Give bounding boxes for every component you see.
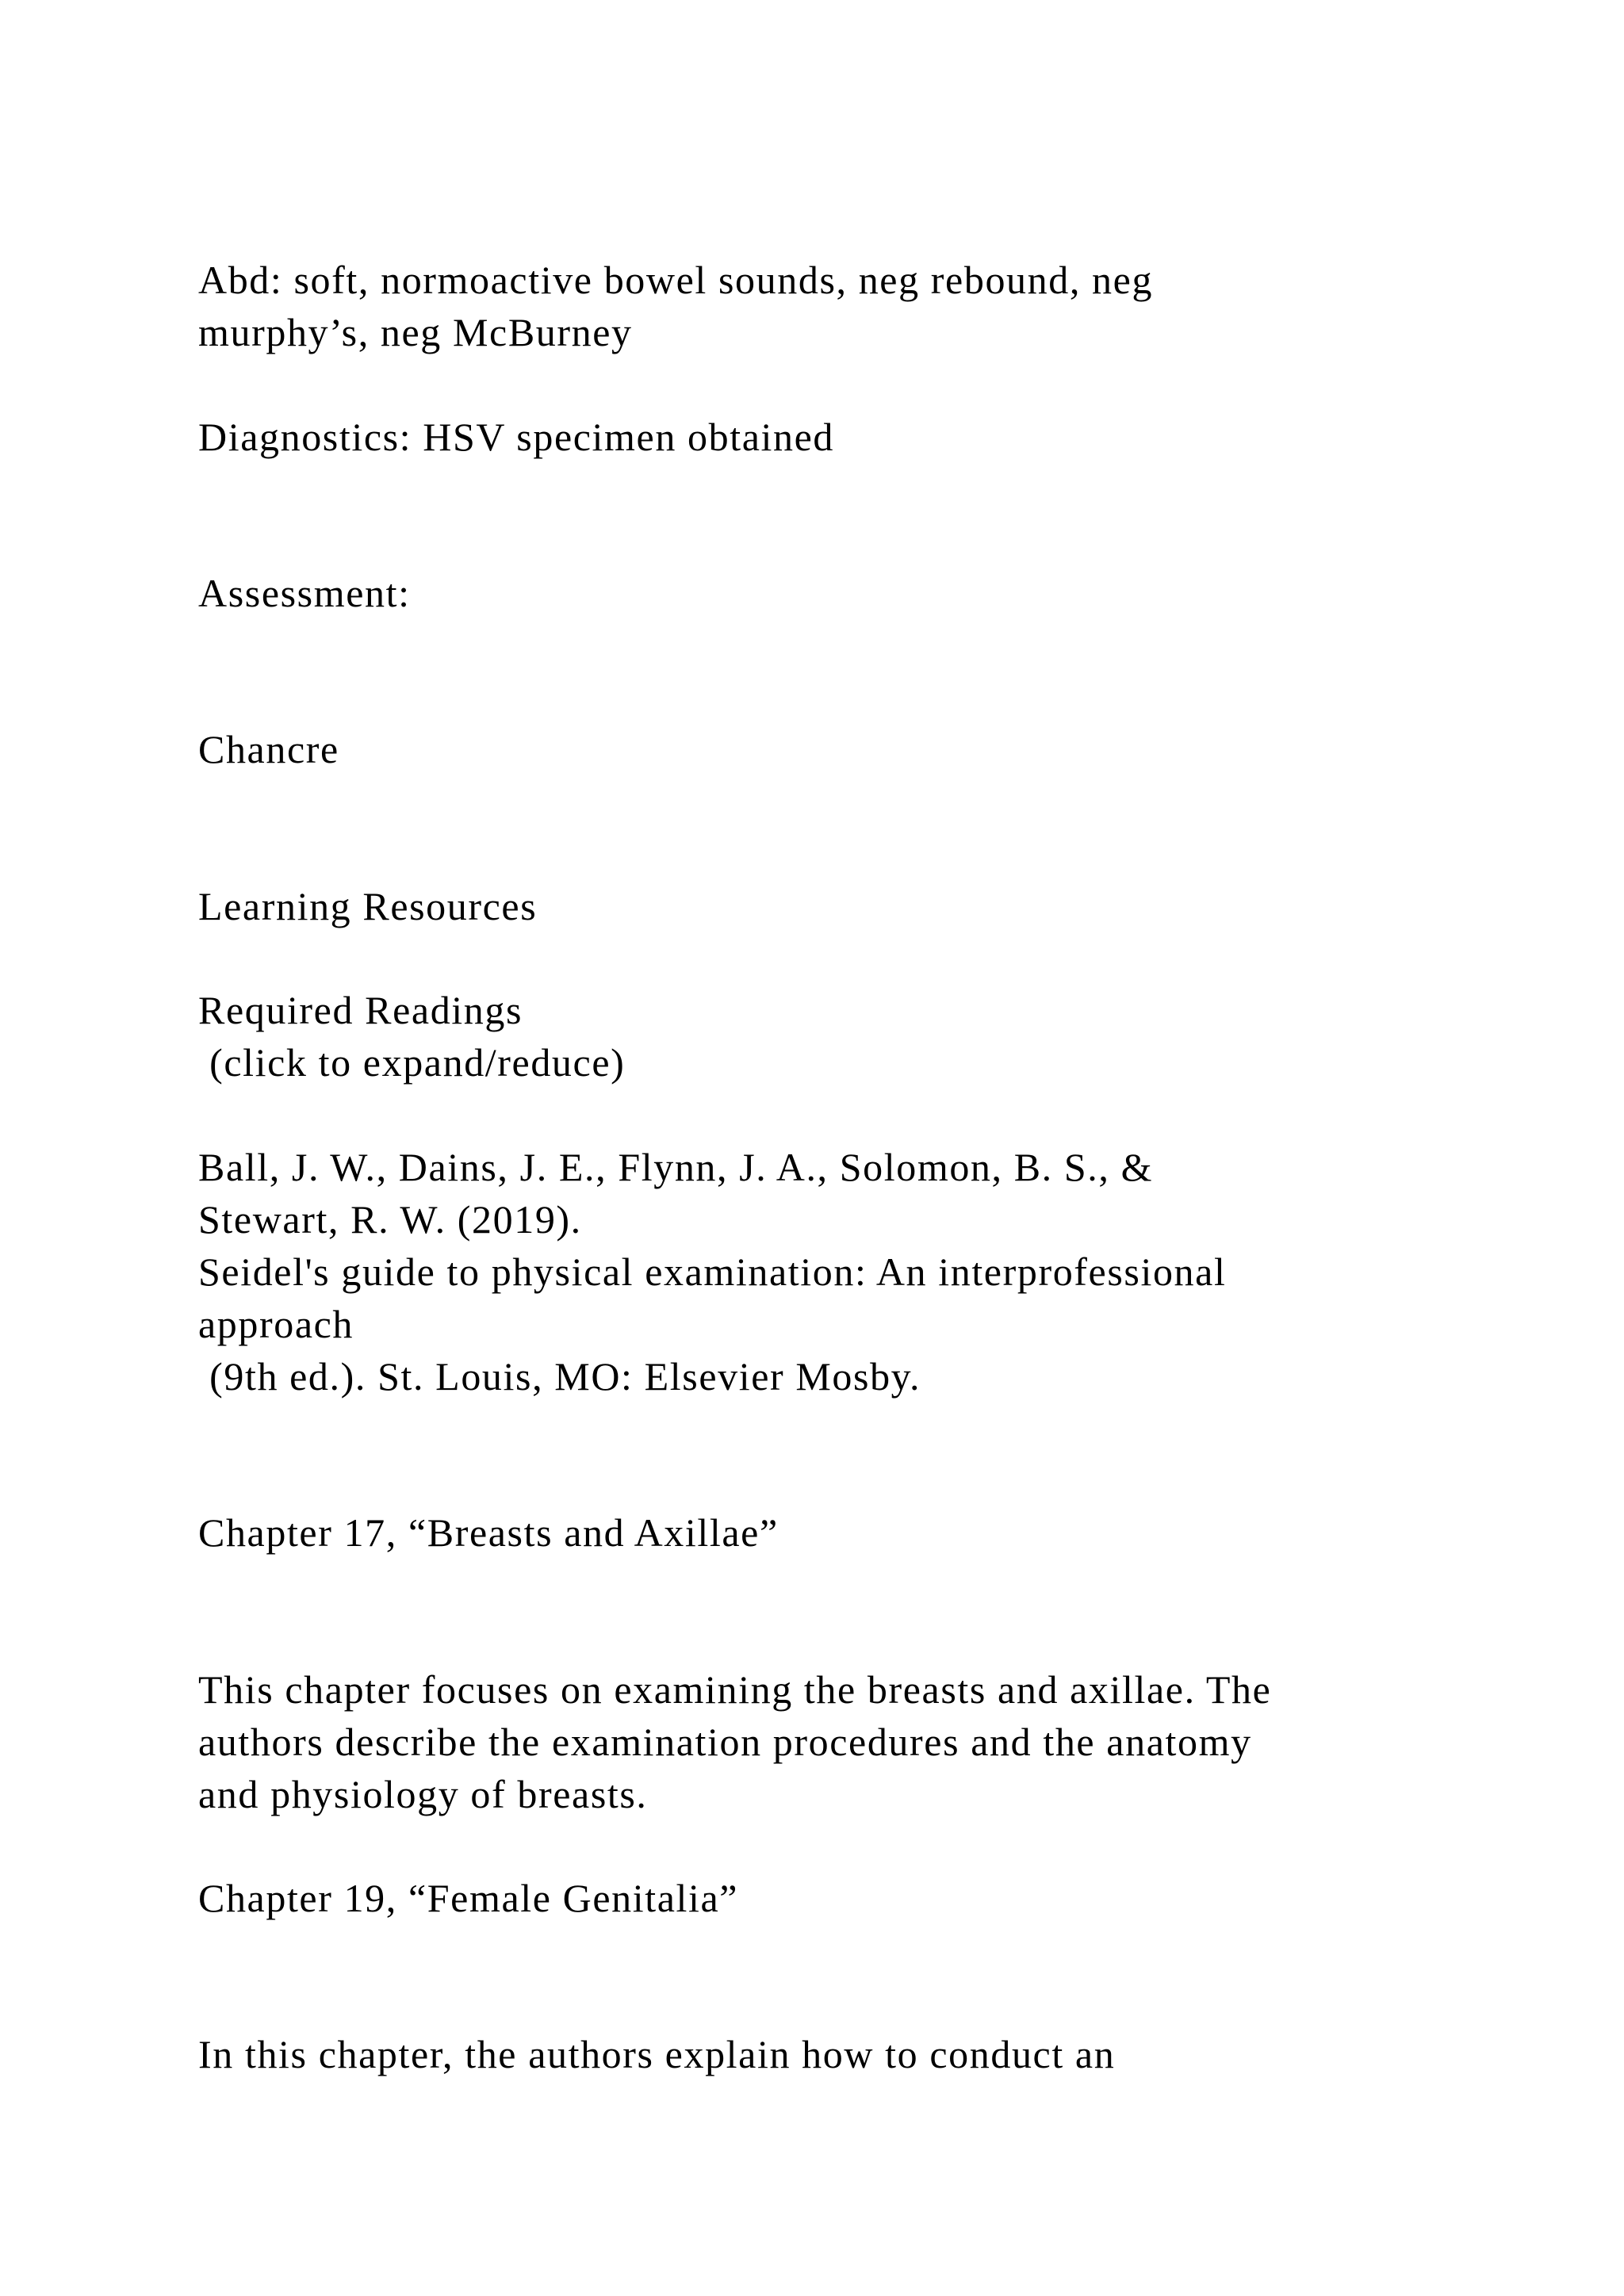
- citation-line-3: Seidel's guide to physical examination: An interprofessional: [198, 1249, 1227, 1294]
- learning-resources-heading: Learning Resources: [198, 884, 538, 928]
- chapter-17-desc-line-2: authors describe the examination procedures and the anatomy: [198, 1720, 1252, 1764]
- citation-line-4: approach: [198, 1302, 354, 1346]
- citation-line-2: Stewart, R. W. (2019).: [198, 1197, 582, 1242]
- abd-exam-line-1: Abd: soft, normoactive bowel sounds, neg rebound, neg: [198, 258, 1154, 302]
- required-readings-heading: Required Readings: [198, 988, 523, 1032]
- citation-line-5: (9th ed.). St. Louis, MO: Elsevier Mosby.: [198, 1354, 921, 1399]
- diagnostics-line: Diagnostics: HSV specimen obtained: [198, 415, 834, 459]
- chapter-19-desc-line-1: In this chapter, the authors explain how to conduct an: [198, 2032, 1116, 2076]
- chapter-17-title: Chapter 17, “Breasts and Axillae”: [198, 1510, 779, 1555]
- expand-reduce-toggle[interactable]: (click to expand/reduce): [198, 1040, 626, 1085]
- abd-exam-line-2: murphy’s, neg McBurney: [198, 310, 633, 354]
- chapter-17-desc-line-1: This chapter focuses on examining the breasts and axillae. The: [198, 1667, 1272, 1712]
- chapter-17-desc-line-3: and physiology of breasts.: [198, 1772, 648, 1816]
- chapter-19-title: Chapter 19, “Female Genitalia”: [198, 1876, 739, 1920]
- assessment-heading: Assessment:: [198, 571, 411, 615]
- assessment-diagnosis: Chancre: [198, 727, 339, 771]
- citation-line-1: Ball, J. W., Dains, J. E., Flynn, J. A., Solomon, B. S., &: [198, 1145, 1154, 1189]
